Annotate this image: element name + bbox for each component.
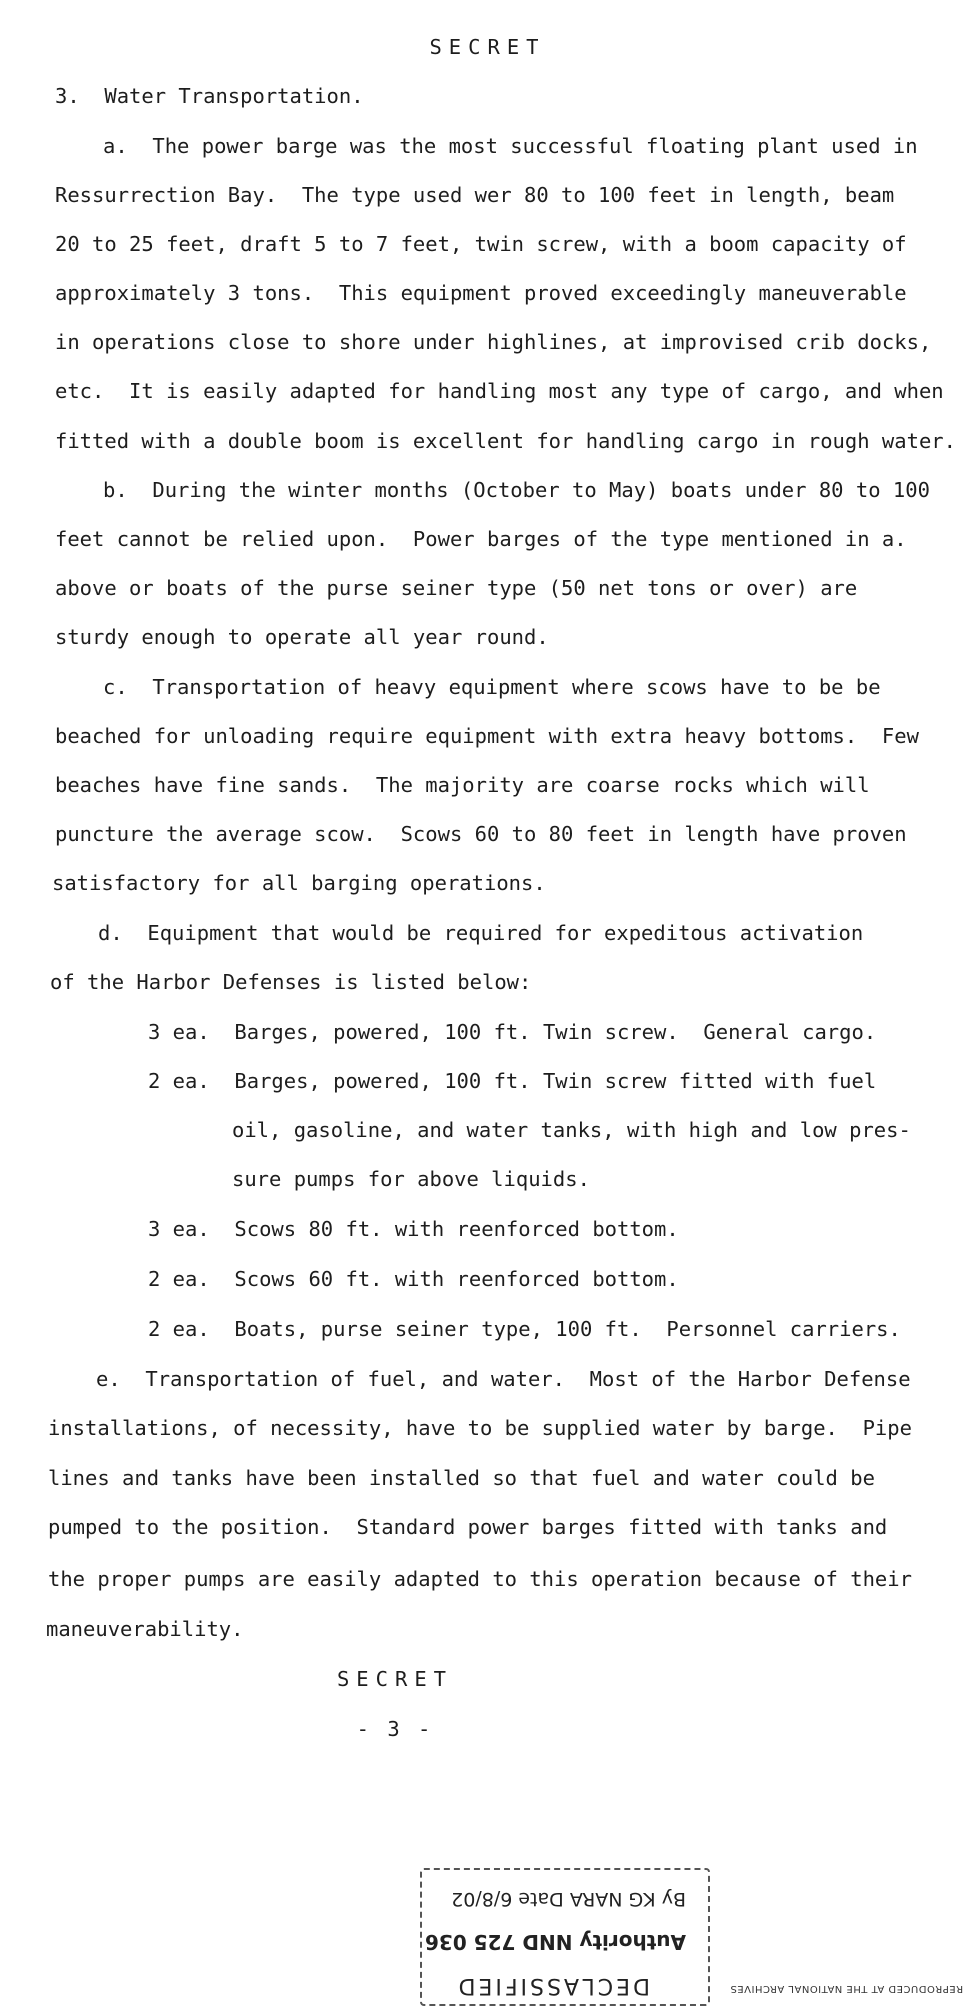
list-item: 3 ea. Barges, powered, 100 ft. Twin screw. General cargo. [148,1020,877,1044]
stamp-by-date: By KG NARA Date 6/8/02 [451,1888,686,1910]
stamp-title: DECLASSIFIED [455,1973,650,1998]
list-item: 2 ea. Barges, powered, 100 ft. Twin screw fitted with fuel [148,1069,877,1093]
body-line: in operations close to shore under highlines, at improvised crib docks, [55,330,932,354]
section-heading: 3. Water Transportation. [55,84,364,108]
reproduced-note: REPRODUCED AT THE NATIONAL ARCHIVES [730,1983,964,1994]
body-line: maneuverability. [46,1617,244,1641]
body-line: puncture the average scow. Scows 60 to 80 feet in length have proven [55,822,907,846]
declassified-stamp [420,1868,710,2006]
list-item-continuation: sure pumps for above liquids. [232,1167,590,1191]
security-footer: SECRET [336,1667,454,1691]
body-line: of the Harbor Defenses is listed below: [50,970,532,994]
list-item: 3 ea. Scows 80 ft. with reenforced bottom. [148,1217,679,1241]
security-header: SECRET [429,35,546,59]
body-line: approximately 3 tons. This equipment proved exceedingly maneuverable [55,281,907,305]
body-line: e. Transportation of fuel, and water. Most of the Harbor Defense [96,1367,911,1391]
page-number: - 3 - [356,1717,434,1741]
body-line: fitted with a double boom is excellent for handling cargo in rough water. [55,429,956,453]
body-line: 20 to 25 feet, draft 5 to 7 feet, twin screw, with a boom capacity of [55,232,907,256]
body-line: lines and tanks have been installed so that fuel and water could be [48,1466,875,1490]
list-item-continuation: oil, gasoline, and water tanks, with high and low pres- [232,1118,911,1142]
body-line: c. Transportation of heavy equipment where scows have to be be [103,675,881,699]
body-line: satisfactory for all barging operations. [52,871,546,895]
body-line: above or boats of the purse seiner type (50 net tons or over) are [55,576,858,600]
body-line: etc. It is easily adapted for handling most any type of cargo, and when [55,379,944,403]
body-line: b. During the winter months (October to May) boats under 80 to 100 [103,478,930,502]
body-line: installations, of necessity, have to be supplied water by barge. Pipe [48,1416,912,1440]
body-line: sturdy enough to operate all year round. [55,625,549,649]
list-item: 2 ea. Scows 60 ft. with reenforced bottom. [148,1267,679,1291]
stamp-authority: Authority NND 725 036 [424,1930,686,1954]
list-item: 2 ea. Boats, purse seiner type, 100 ft. Personnel carriers. [148,1317,901,1341]
body-line: beaches have fine sands. The majority are coarse rocks which will [55,773,870,797]
body-line: feet cannot be relied upon. Power barges of the type mentioned in a. [55,527,907,551]
body-line: d. Equipment that would be required for expeditous activation [98,921,864,945]
body-line: pumped to the position. Standard power barges fitted with tanks and [48,1515,888,1539]
body-line: beached for unloading require equipment with extra heavy bottoms. Few [55,724,919,748]
body-line: the proper pumps are easily adapted to this operation because of their [48,1567,912,1591]
body-line: a. The power barge was the most successful floating plant used in [103,134,918,158]
body-line: Ressurrection Bay. The type used wer 80 to 100 feet in length, beam [55,183,895,207]
